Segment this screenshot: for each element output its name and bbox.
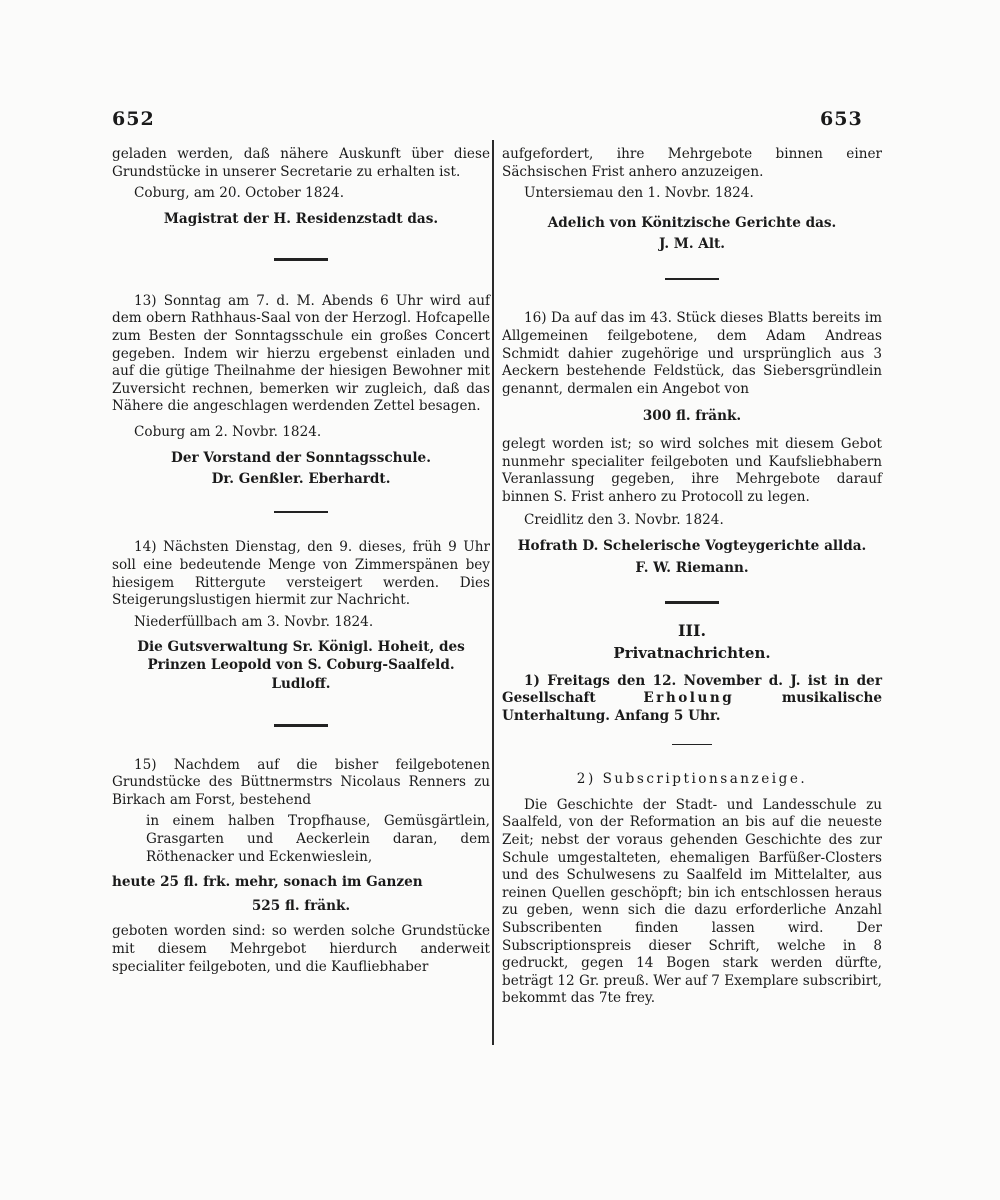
section-rule	[274, 258, 328, 261]
subscription-title: 2) Subscriptionsanzeige.	[576, 771, 808, 788]
notice-16-text-2: gelegt worden ist; so wird solches mit diesem Gebot nunmehr specialiter feilgeboten und Kaufsliebhabern Veranlassung gegeben, ihre Mehrgebote darauf binnen S. Frist anhero zu Protocoll zu legen.	[502, 436, 882, 505]
notice-14-signature-2: Ludloff.	[271, 676, 331, 693]
column-divider	[492, 140, 494, 1045]
notice-15-closing: geboten worden sind: so werden solche Grundstücke mit diesem Mehrgebot hierdurch anderweit specialiter feilgeboten, und die Kaufliebhaber	[112, 923, 490, 975]
notice-14-signature-1: Die Gutsverwaltung Sr. Königl. Hoheit, des Prinzen Leopold von S. Coburg-Saalfeld.	[137, 639, 465, 673]
notice-15-amount: 525 fl. fränk.	[251, 897, 351, 914]
section-rule	[274, 724, 328, 727]
right-intro-signature-2: J. M. Alt.	[658, 236, 726, 253]
short-rule	[672, 744, 712, 746]
right-intro-date: Untersiemau den 1. Novbr. 1824.	[524, 185, 754, 202]
notice-16-signature-1: Hofrath D. Schelerische Vogteygerichte allda.	[517, 538, 867, 554]
notice-15-bid: heute 25 fl. frk. mehr, sonach im Ganzen	[112, 874, 423, 891]
society-name: Erholung	[643, 690, 735, 707]
notice-16-signature-2: F. W. Riemann.	[635, 559, 749, 576]
left-intro-signature: Magistrat der H. Residenzstadt das.	[163, 210, 439, 227]
notice-13-signature-2: Dr. Genßler. Eberhardt.	[211, 471, 391, 488]
notice-16-date: Creidlitz den 3. Novbr. 1824.	[524, 512, 724, 529]
notice-15-text: 15) Nachdem auf die bisher feilgebotenen Grundstücke des Büttnermstrs Nicolaus Renners zu Birkach am Forst, bestehend	[112, 756, 490, 808]
left-column	[112, 146, 490, 976]
notice-14-text: 14) Nächsten Dienstag, den 9. dieses, früh 9 Uhr soll eine bedeutende Menge von Zimmerspänen bey hiesigem Rittergute versteigert werden. Dies Steigerungslustigen hiermit zur Nachricht.	[112, 539, 490, 609]
notice-13-signature-1: Der Vorstand der Sonntagsschule.	[171, 449, 431, 466]
right-intro-text: aufgefordert, ihre Mehrgebote binnen einer Sächsischen Frist anhero anzuzeigen.	[502, 146, 882, 180]
notice-16-text: 16) Da auf das im 43. Stück dieses Blatts bereits im Allgemeinen feilgebotene, dem Adam Andreas Schmidt dahier zugehörige und ursprünglich aus 3 Aeckern bestehende Feldstück, das Siebersgründlein genannt, dermalen ein Angebot von	[502, 310, 882, 397]
notice-14-date: Niederfüllbach am 3. Novbr. 1824.	[134, 613, 374, 630]
page-number-right: 653	[820, 108, 863, 130]
left-intro-text: geladen werden, daß nähere Auskunft über diese Grundstücke in unserer Secretarie zu erhalten ist.	[112, 146, 490, 180]
left-intro-date: Coburg, am 20. October 1824.	[134, 185, 345, 202]
private-notice-1-part-b: musikalische Unterhaltung. Anfang 5 Uhr.	[502, 690, 882, 725]
notice-15-items: in einem halben Tropfhause, Gemüsgärtlein, Grasgarten und Aeckerlein daran, dem Röthenacker und Eckenwieslein,	[146, 813, 490, 865]
section-rule	[274, 511, 328, 514]
right-intro-signature-1: Adelich von Könitzische Gerichte das.	[547, 214, 837, 231]
section-rule	[665, 601, 719, 604]
section-rule	[665, 278, 719, 281]
subscription-text: Die Geschichte der Stadt- und Landesschule zu Saalfeld, von der Reformation an bis auf die neueste Zeit; nebst der voraus gehenden Geschichte des zur Schule umgestalteten, ehemaligen Barfüßer-Closters und des Schulwesens zu Saalfeld im Mittelalter, aus reinen Quellen geschöpft; bin ich entschlossen heraus zu geben, wenn sich die dazu erforderliche Anzahl Subscribenten finden lassen wird. Der Subscriptionspreis dieser Schrift, welche in 8 gedruckt, gegen 14 Bogen stark werden dürfte, beträgt 12 Gr. preuß. Wer auf 7 Exemplare subscribirt, bekommt das 7te frey.	[502, 796, 882, 1007]
right-column	[502, 146, 882, 1008]
private-notice-1-part-a: 1) Freitags den 12. November d. J. ist in der Gesellschaft	[502, 672, 882, 707]
notice-16-amount: 300 fl. fränk.	[642, 408, 742, 425]
page-number-left: 652	[112, 108, 155, 130]
notice-13-text: 13) Sonntag am 7. d. M. Abends 6 Uhr wird auf dem obern Rathhaus-Saal von der Herzogl. Hofcapelle zum Besten der Sonntagsschule ein großes Concert gegeben. Indem wir hierzu ergebenst einladen und auf die gütige Theilnahme der hiesigen Bewohner mit Zuversicht rechnen, bemerken wir zugleich, daß das Nähere die angeschlagen werdenden Zettel besagen.	[112, 292, 490, 415]
section-number: III.	[677, 620, 707, 640]
private-notice-1	[502, 673, 882, 726]
notice-13-date: Coburg am 2. Novbr. 1824.	[134, 424, 322, 441]
section-title: Privatnachrichten.	[613, 644, 771, 663]
